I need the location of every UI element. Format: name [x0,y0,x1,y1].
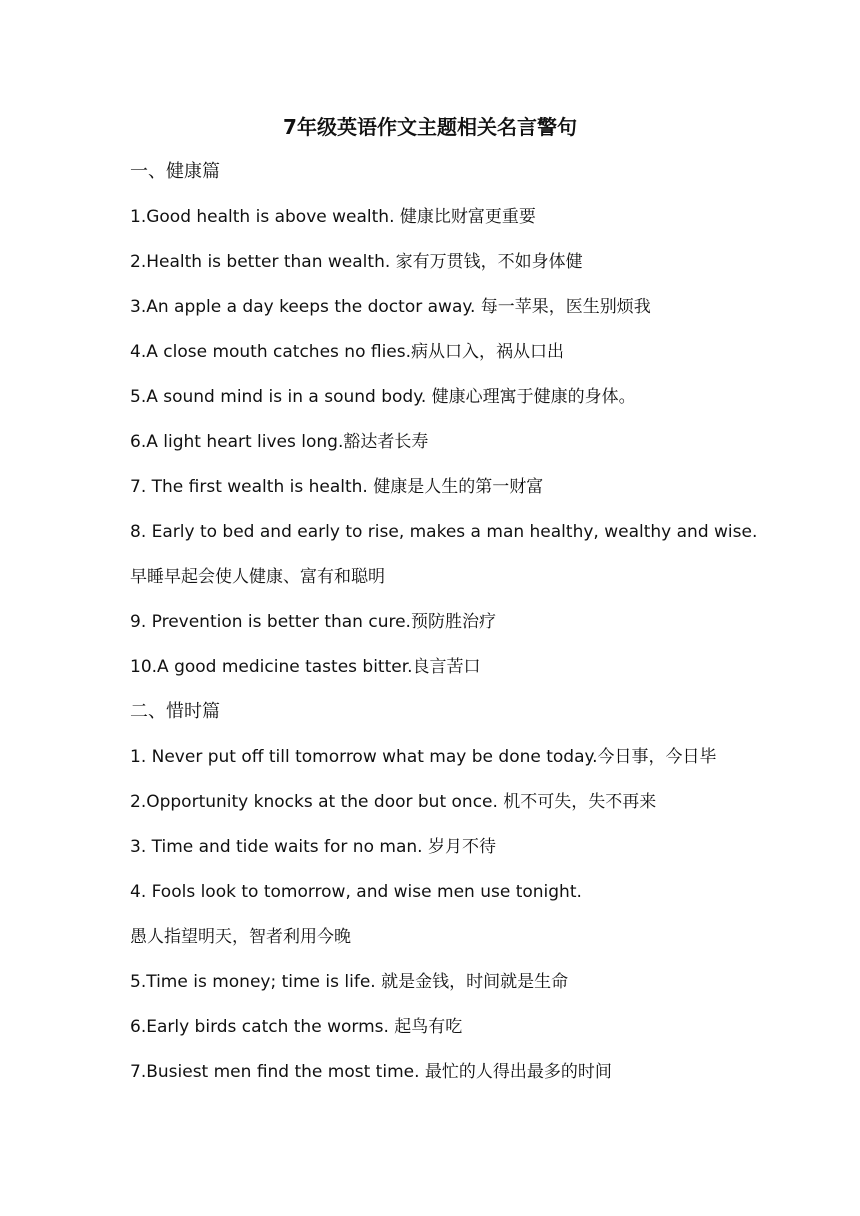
quote-line: 1. Never put off till tomorrow what may be done today.今日事，今日毕 [130,747,717,767]
page-title: 7年级英语作文主题相关名言警句 [283,115,577,139]
quote-line: 3. Time and tide waits for no man. 岁月不待 [130,837,496,857]
quote-line: 6.Early birds catch the worms. 起鸟有吃 [130,1017,463,1037]
quote-line: 9. Prevention is better than cure.预防胜治疗 [130,612,496,632]
quote-line: 6.A light heart lives long.豁达者长寿 [130,432,429,452]
quote-line: 5.Time is money; time is life. 就是金钱，时间就是生命 [130,972,569,992]
quote-translation-line: 愚人指望明天，智者利用今晚 [130,927,351,947]
quote-line: 7. The first wealth is health. 健康是人生的第一财富 [130,477,544,497]
quote-line: 7.Busiest men find the most time. 最忙的人得出最多的时间 [130,1062,612,1082]
section-heading-time: 二、惜时篇 [130,701,220,722]
quote-line: 3.An apple a day keeps the doctor away. 每一苹果，医生别烦我 [130,297,651,317]
quote-line: 2.Opportunity knocks at the door but once. 机不可失，失不再来 [130,792,657,812]
quote-line: 2.Health is better than wealth. 家有万贯钱，不如身体健 [130,252,583,272]
document-body [130,157,820,1102]
quote-line: 5.A sound mind is in a sound body. 健康心理寓于健康的身体。 [130,387,636,407]
quote-line: 8. Early to bed and early to rise, makes a man healthy, wealthy and wise. [130,522,758,542]
quote-translation-line: 早睡早起会使人健康、富有和聪明 [130,567,385,587]
quote-line: 4. Fools look to tomorrow, and wise men use tonight. [130,882,582,902]
quote-line: 1.Good health is above wealth. 健康比财富更重要 [130,207,536,227]
section-heading-health: 一、健康篇 [130,161,220,182]
quote-line: 4.A close mouth catches no flies.病从口入，祸从口出 [130,342,565,362]
quote-line: 10.A good medicine tastes bitter.良言苦口 [130,657,481,677]
